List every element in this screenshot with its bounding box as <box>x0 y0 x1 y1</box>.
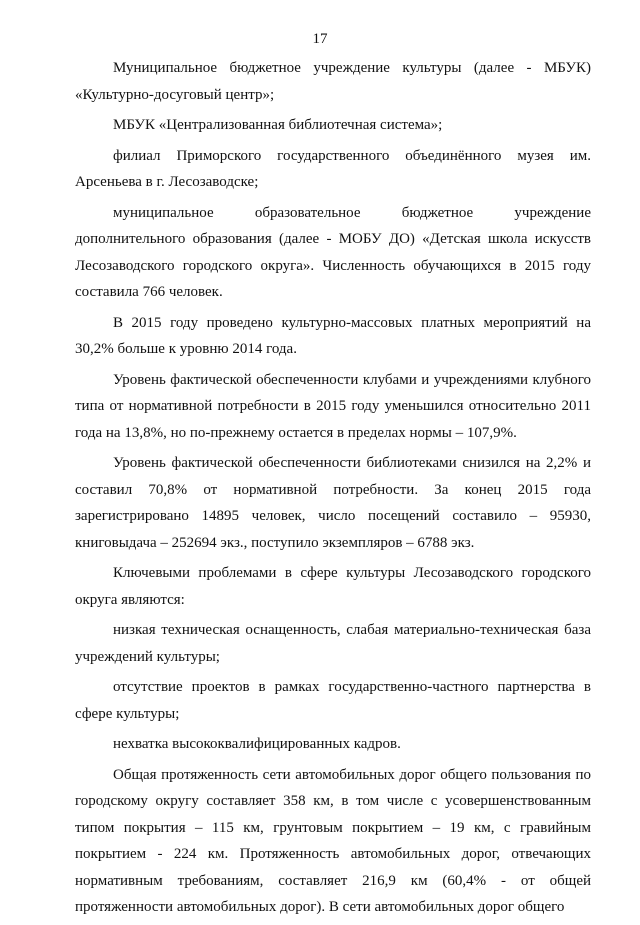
paragraph-mbuk-kdc: Муниципальное бюджетное учреждение культуры (далее - МБУК) «Культурно-досуговый центр»; <box>75 60 591 103</box>
document-body <box>75 55 591 925</box>
paragraph-cultural-events: В 2015 году проведено культурно-массовых платных мероприятий на 30,2% больше к уровню 2014 года. <box>75 314 591 357</box>
paragraph-roads: Общая протяженность сети автомобильных дорог общего пользования по городскому округу составляет 358 км, в том числе с усовершенствованным типом покрытия – 115 км, грунтовым покрытием – 19 км, с гравийным покрытием - 224 км. Протяженность автомобильных дорог, отвечающих нормативным требованиям, составляет 216,9 км (60,4% - от общей протяженности автомобильных дорог). В сети автомобильных дорог общего <box>75 766 591 915</box>
paragraph-problem-ppp: отсутствие проектов в рамках государственно-частного партнерства в сфере культуры; <box>75 679 591 722</box>
paragraph-problem-staff: нехватка высококвалифицированных кадров. <box>113 736 401 752</box>
paragraph-mbuk-library: МБУК «Централизованная библиотечная система»; <box>113 117 443 133</box>
paragraph-key-problems: Ключевыми проблемами в сфере культуры Лесозаводского городского округа являются: <box>75 565 591 608</box>
page-number: 17 <box>312 31 328 47</box>
paragraph-art-school: муниципальное образовательное бюджетное учреждение дополнительного образования (далее - МОБУ ДО) «Детская школа искусств Лесозаводского городского округа». Численность обучающихся в 2015 году составила 766 человек. <box>75 204 591 300</box>
paragraph-museum-branch: филиал Приморского государственного объединённого музея им. Арсеньева в г. Лесозаводске; <box>75 147 591 190</box>
paragraph-problem-equipment: низкая техническая оснащенность, слабая материально-техническая база учреждений культуры; <box>75 622 591 665</box>
paragraph-club-provision: Уровень фактической обеспеченности клубами и учреждениями клубного типа от нормативной потребности в 2015 году уменьшился относительно 2011 года на 13,8%, но по-прежнему остается в пределах нормы – 107,9%. <box>75 371 591 441</box>
paragraph-library-provision: Уровень фактической обеспеченности библиотеками снизился на 2,2% и составил 70,8% от нормативной потребности. За конец 2015 года зарегистрировано 14895 человек, число посещений составило – 95930, книговыдача – 252694 экз., поступило экземпляров – 6788 экз. <box>75 455 591 551</box>
